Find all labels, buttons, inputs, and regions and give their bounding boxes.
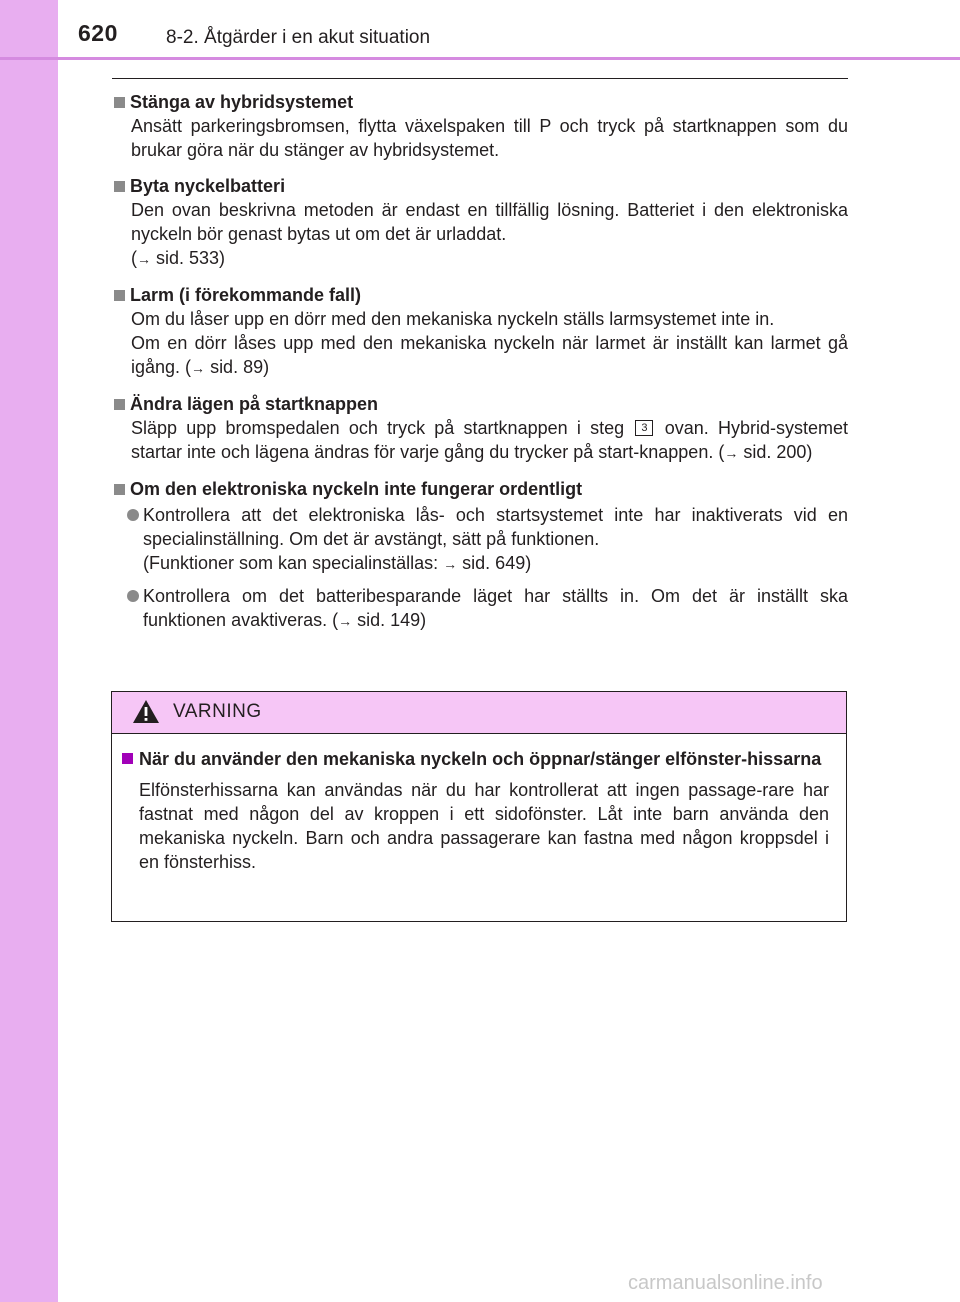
square-bullet-icon — [114, 97, 125, 108]
square-bullet-icon — [122, 753, 133, 764]
section-body: Om du låser upp en dörr med den mekaniska nyckeln ställs larmsystemet inte in. Om en dörr låses upp med den mekaniska nyckeln när larmet är inställt kan larmet gå igång. (→ sid. 89) — [131, 309, 848, 377]
section-elektroniska-nyckeln — [112, 477, 848, 633]
section-stanga-av — [112, 90, 848, 162]
section-byta-nyckelbatteri — [112, 174, 848, 271]
page-number: 620 — [78, 20, 118, 46]
section-heading: Larm (i förekommande fall) — [112, 283, 848, 307]
section-body: Den ovan beskrivna metoden är endast en tillfällig lösning. Batteriet i den elektroniska nyckeln bör genast bytas ut om det är urladdat. (→ sid. 533) — [131, 198, 848, 271]
square-bullet-icon — [114, 484, 125, 495]
page-content — [112, 78, 848, 645]
square-bullet-icon — [114, 181, 125, 192]
warning-header — [112, 692, 846, 734]
section-heading: Om den elektroniska nyckeln inte fungerar ordentligt — [112, 477, 848, 501]
sidebar-color-band — [0, 0, 58, 1302]
square-bullet-icon — [114, 290, 125, 301]
square-bullet-icon — [114, 399, 125, 410]
section-body: Släpp upp bromspedalen och tryck på startknappen i steg 3 ovan. Hybrid-systemet startar inte och lägena ändras för varje gång du trycker på start-knappen. (→ sid. 200) — [131, 418, 848, 462]
warning-heading: När du använder den mekaniska nyckeln och öppnar/stänger elfönster-hissarna — [120, 747, 829, 771]
watermark: carmanualsonline.info — [628, 1272, 823, 1294]
header-rule — [0, 57, 960, 60]
header-color-band — [0, 0, 58, 58]
warning-text: Elfönsterhissarna kan användas när du har kontrollerat att ingen passage-rare har fastnat med någon del av kroppen i ett sidofönster. Låt inte barn använda den mekaniska nyckeln. Barn och andra passagerare kan fastna med någon kroppsdel i en fönsterhiss. — [139, 780, 829, 872]
page-reference[interactable]: sid. 200) — [743, 442, 813, 462]
divider — [112, 78, 848, 79]
section-heading: Ändra lägen på startknappen — [112, 392, 848, 416]
page-reference[interactable]: sid. 149) — [357, 610, 427, 630]
list-item: Kontrollera om det batteribesparande läget har ställts in. Om det är inställt ska funktionen avaktiveras. (→ sid. 149) — [127, 584, 848, 633]
section-heading: Byta nyckelbatteri — [112, 174, 848, 198]
arrow-right-icon: → — [137, 251, 151, 267]
page-reference[interactable]: sid. 89) — [210, 357, 270, 377]
arrow-right-icon: → — [191, 360, 206, 376]
section-andra-lagen — [112, 392, 848, 465]
page-reference[interactable]: sid. 649) — [462, 553, 532, 573]
page-reference[interactable]: (→ sid. 533) — [131, 248, 226, 268]
page-header — [0, 0, 960, 58]
arrow-right-icon: → — [724, 445, 739, 461]
round-bullet-icon — [127, 590, 139, 602]
section-title: 8-2. Åtgärder i en akut situation — [166, 27, 431, 48]
arrow-right-icon: → — [338, 613, 353, 629]
warning-body — [112, 734, 846, 874]
round-bullet-icon — [127, 509, 139, 521]
list-item: Kontrollera att det elektroniska lås- och startsystemet inte har inaktiverats vid en specialinställning. Om det är avstängt, sätt på funktionen. (Funktioner som kan specialinställas: → sid. 649) — [127, 503, 848, 576]
warning-label: VARNING — [173, 701, 262, 722]
section-heading: Stänga av hybridsystemet — [112, 90, 848, 114]
section-larm — [112, 283, 848, 380]
warning-box — [111, 691, 847, 922]
section-body: Ansätt parkeringsbromsen, flytta växelspaken till P och tryck på startknappen som du brukar göra när du stänger av hybridsystemet. — [131, 116, 848, 160]
step-number-box: 3 — [635, 420, 653, 436]
arrow-right-icon: → — [443, 556, 458, 572]
warning-triangle-icon — [132, 699, 160, 724]
